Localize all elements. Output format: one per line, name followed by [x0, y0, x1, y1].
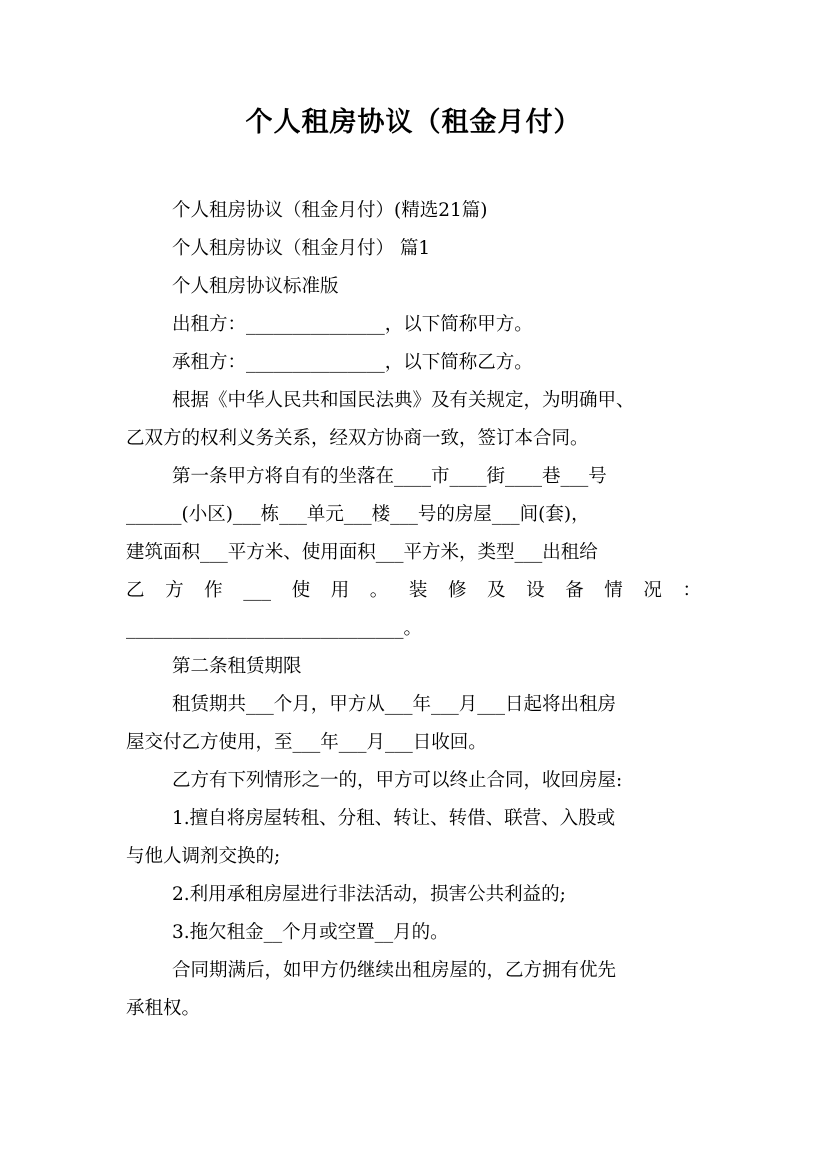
paragraph-section-heading: 个人租房协议（租金月付） 篇1 [172, 238, 431, 259]
paragraph-article1-line4: 乙方作___使用。装修及设备情况： [126, 580, 701, 601]
paragraph-version: 个人租房协议标准版 [172, 276, 339, 297]
paragraph-article1-line5: ______________________________。 [126, 618, 423, 639]
paragraph-preamble-line2: 乙双方的权利义务关系，经双方协商一致，签订本合同。 [126, 428, 589, 449]
paragraph-article2-heading: 第二条租赁期限 [172, 656, 302, 677]
paragraph-article1-line1: 第一条甲方将自有的坐落在____市____街____巷___号 [172, 466, 607, 487]
document-title: 个人租房协议（租金月付） [245, 107, 582, 138]
paragraph-renewal-line2: 承租权。 [126, 998, 201, 1019]
paragraph-clause3: 3.拖欠租金__个月或空置__月的。 [172, 922, 449, 943]
paragraph-clause1-line1: 1.擅自将房屋转租、分租、转让、转借、联营、入股或 [172, 808, 616, 829]
paragraph-lessor: 出租方：_______________，以下简称甲方。 [172, 314, 533, 335]
paragraph-clause1-line2: 与他人调剂交换的; [126, 846, 281, 867]
paragraph-article1-line2: ______(小区)___栋___单元___楼___号的房屋___间(套)， [126, 504, 590, 525]
paragraph-term-line1: 租赁期共___个月，甲方从___年___月___日起将出租房 [172, 694, 617, 715]
paragraph-term-line2: 屋交付乙方使用，至___年___月___日收回。 [126, 732, 487, 753]
paragraph-termination-intro: 乙方有下列情形之一的，甲方可以终止合同，收回房屋: [172, 770, 623, 791]
paragraph-renewal-line1: 合同期满后，如甲方仍继续出租房屋的，乙方拥有优先 [172, 960, 617, 981]
paragraph-preamble-line1: 根据《中华人民共和国民法典》及有关规定，为明确甲、 [172, 390, 635, 411]
document-body [126, 192, 701, 1028]
paragraph-article1-line3: 建筑面积___平方米、使用面积___平方米，类型___出租给 [126, 542, 598, 563]
paragraph-clause2: 2.利用承租房屋进行非法活动，损害公共利益的; [172, 884, 566, 905]
paragraph-lessee: 承租方：_______________，以下简称乙方。 [172, 352, 533, 373]
paragraph-subtitle: 个人租房协议（租金月付）(精选21篇) [172, 200, 488, 221]
